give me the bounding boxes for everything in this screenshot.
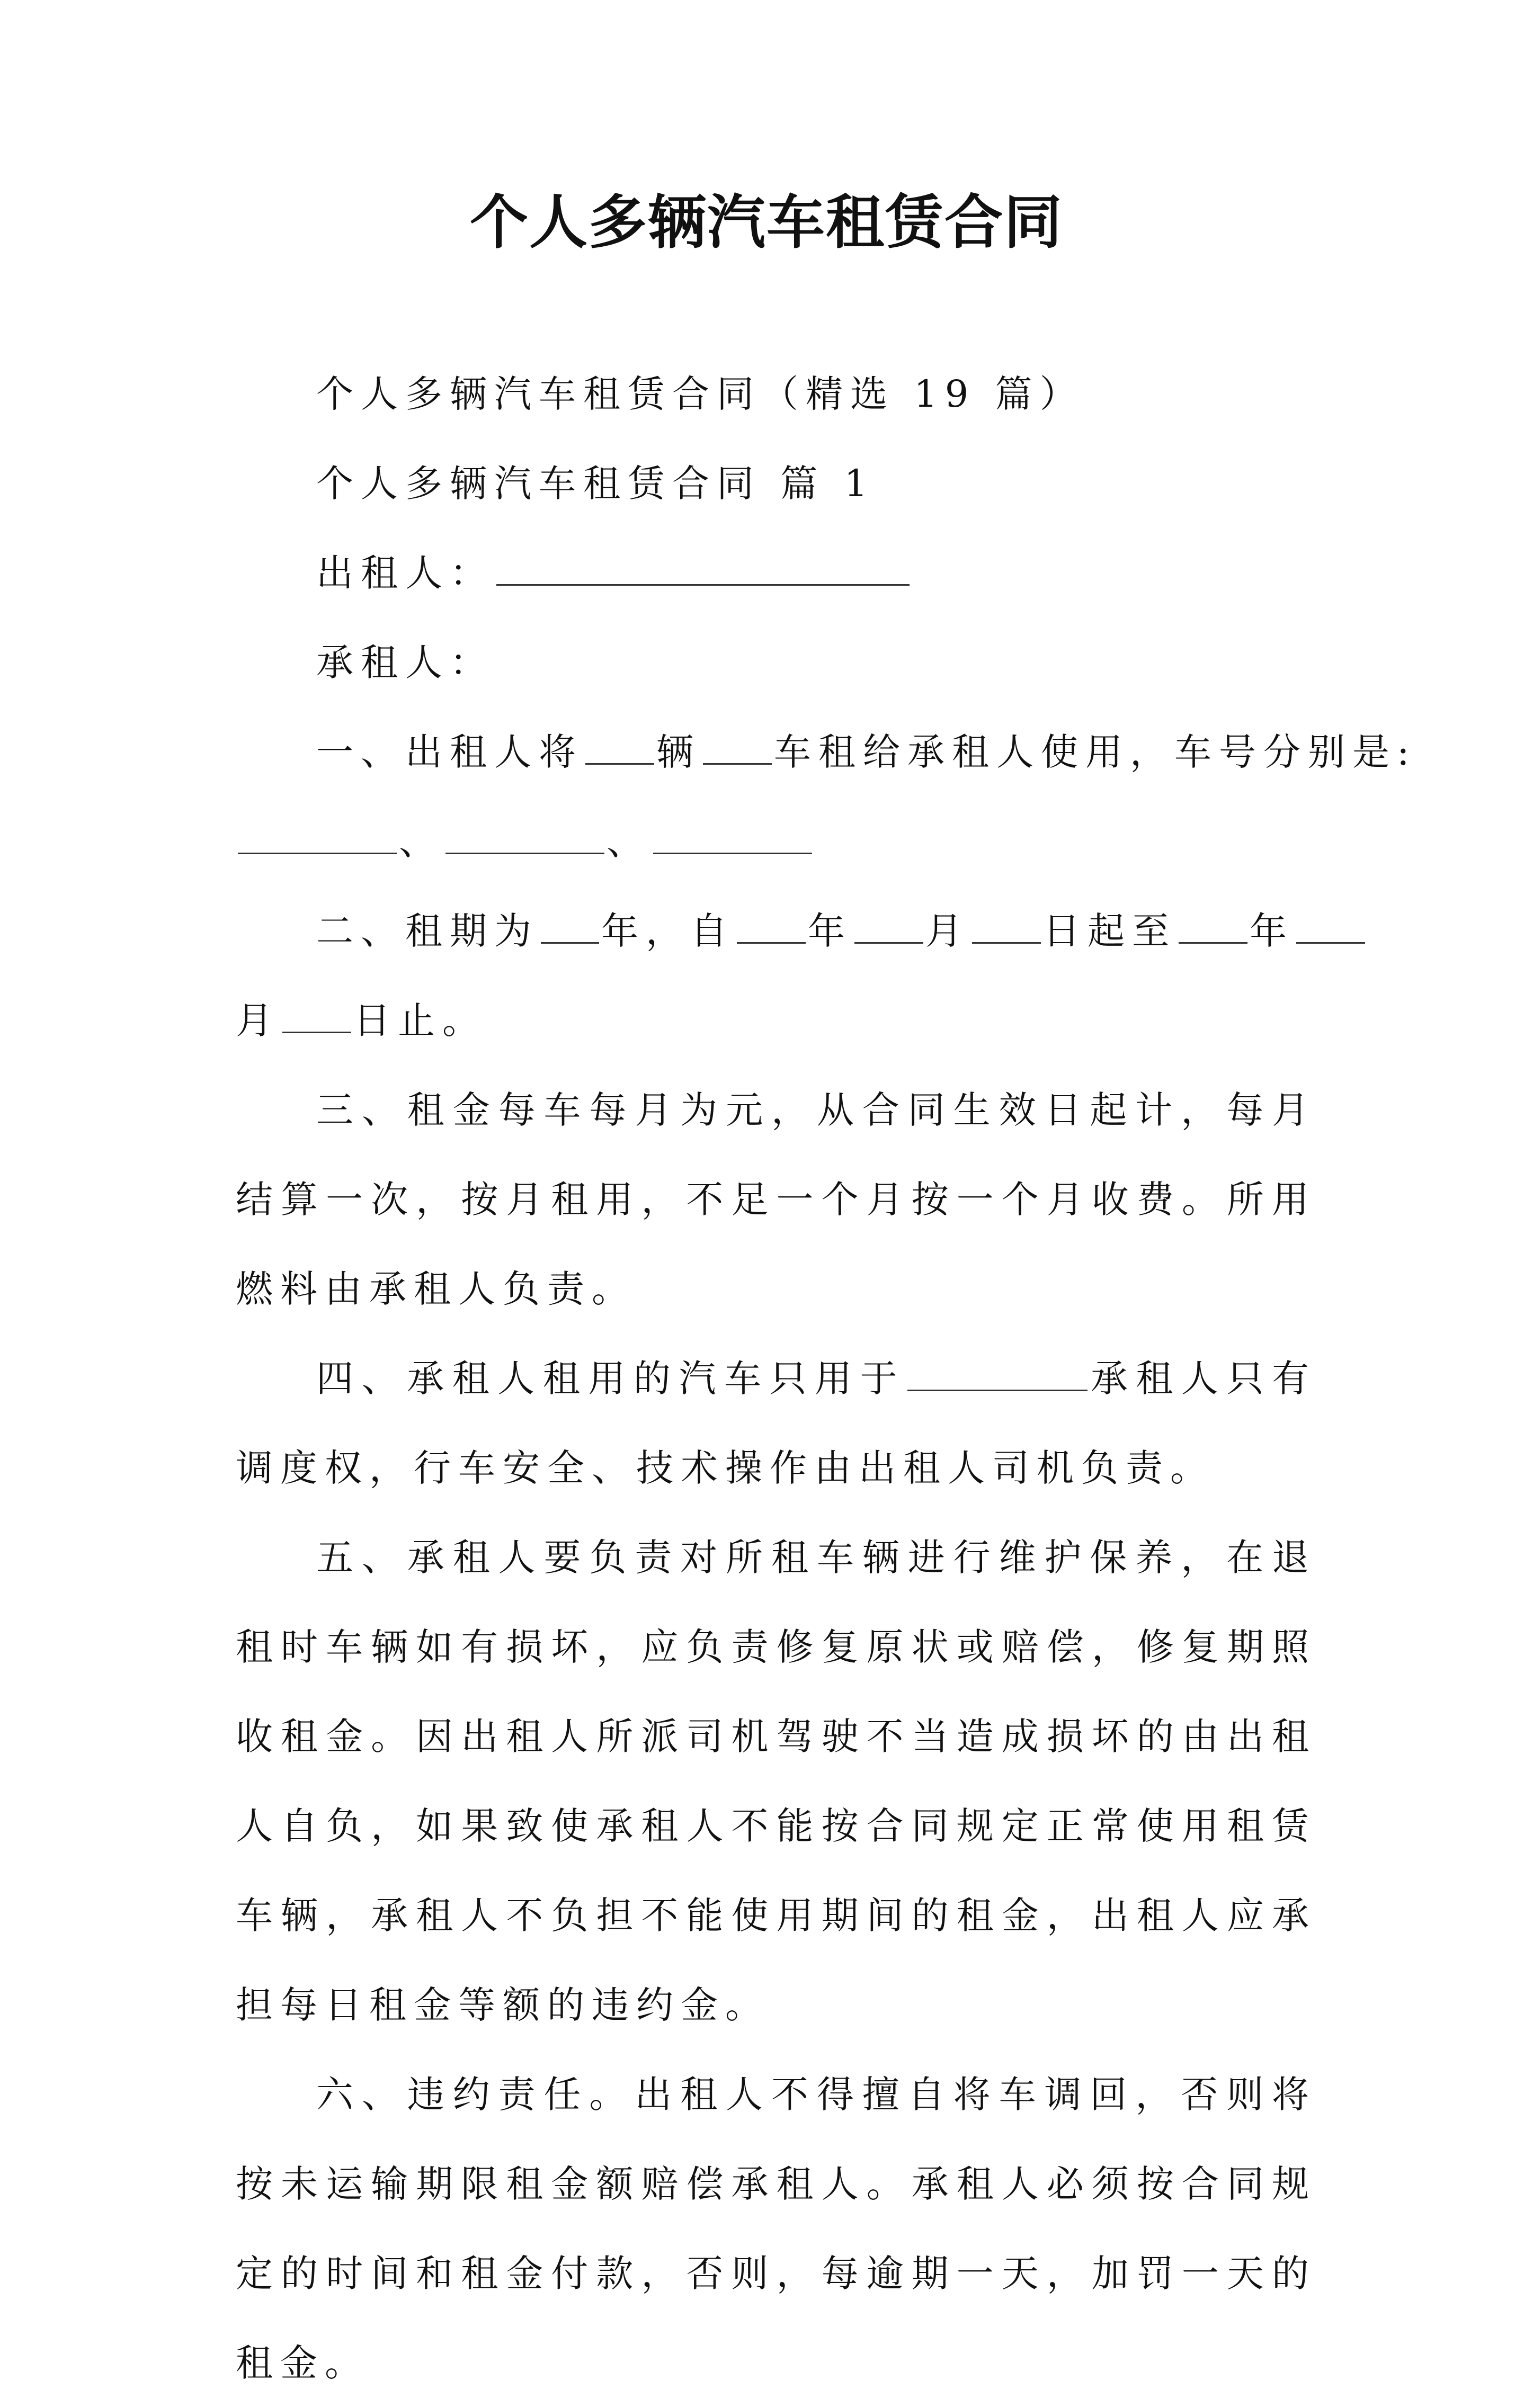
clause-2-text-d: 月	[925, 909, 970, 953]
end-year-blank	[1179, 905, 1247, 944]
document-title: 个人多辆汽车租赁合同	[470, 188, 1063, 256]
paragraph-chapter-heading: 个人多辆汽车租赁合同 篇 1	[316, 462, 876, 505]
paragraph-clause-5: 五、承租人要负责对所租车辆进行维护保养，在退租时车辆如有损坏，应负责修复原状或赔偿，修复期照收租金。因出租人所派司机驾驶不当造成损坏的由出租人自负，如果致使承租人不能按合同规定正常使用租赁车辆，承租人不负担不能使用期间的租金，出租人应承担每日租金等额的违约金。	[236, 1536, 1316, 2027]
clause-4-text-b: 承租人只有调度权，行车安全、技术操作由出租人司机负责。	[236, 1357, 1317, 1490]
plate-separator-2: 、	[607, 820, 651, 863]
paragraph-lessor	[236, 529, 1316, 618]
paragraph-clause-2	[236, 887, 1316, 976]
vehicle-count-blank	[585, 726, 654, 765]
paragraph-clause-3: 三、租金每车每月为元，从合同生效日起计，每月结算一次，按月租用，不足一个月按一个月收费。所用燃料由承租人负责。	[236, 1088, 1316, 1311]
paragraph-clause-2-cont	[236, 976, 1316, 1066]
plate-number-blank-1	[238, 816, 397, 854]
vehicle-type-blank	[703, 726, 772, 765]
clause-1-text-b: 辆	[656, 730, 701, 774]
lessee-label: 承租人：	[316, 641, 494, 684]
paragraph-clause-1-plates	[236, 797, 1316, 887]
clause-1-text-c: 车租给承租人使用，车号分别是:	[774, 730, 1417, 774]
paragraph-subtitle: 个人多辆汽车租赁合同（精选 19 篇）	[316, 372, 1084, 416]
plate-separator-1: 、	[399, 820, 443, 863]
lessor-blank	[496, 547, 910, 586]
usage-purpose-blank	[907, 1353, 1088, 1391]
clause-4-text-a: 四、承租人租用的汽车只用于	[316, 1357, 906, 1400]
paragraph-lessee	[236, 618, 1316, 708]
paragraph-clause-6: 六、违约责任。出租人不得擅自将车调回，否则将按未运输期限租金额赔偿承租人。承租人必须按合同规定的时间和租金付款，否则，每逾期一天，加罚一天的租金。	[236, 2073, 1316, 2385]
clause-2-text-c: 年	[808, 909, 852, 953]
document-body	[236, 350, 1417, 2408]
start-day-blank	[972, 905, 1041, 944]
end-month-blank-a	[1296, 905, 1365, 944]
clause-2-text-b: 年，自	[601, 909, 735, 953]
clause-2-text-f: 年	[1250, 909, 1294, 953]
lessor-label: 出租人：	[316, 551, 494, 595]
start-month-blank	[854, 905, 923, 944]
lease-years-blank	[541, 905, 599, 944]
clause-2-text-g: 月	[236, 999, 280, 1042]
paragraph-clause-4	[236, 1334, 1316, 1513]
clause-2-text-a: 二、租期为	[316, 909, 539, 953]
plate-number-blank-3	[653, 816, 812, 854]
start-year-blank	[737, 905, 806, 944]
clause-1-text-a: 一、出租人将	[316, 730, 583, 774]
clause-2-text-h: 日止。	[353, 999, 487, 1042]
clause-2-text-e: 日起至	[1043, 909, 1177, 953]
paragraph-clause-1	[236, 708, 1417, 797]
plate-number-blank-2	[445, 816, 604, 854]
end-day-blank	[282, 995, 351, 1033]
